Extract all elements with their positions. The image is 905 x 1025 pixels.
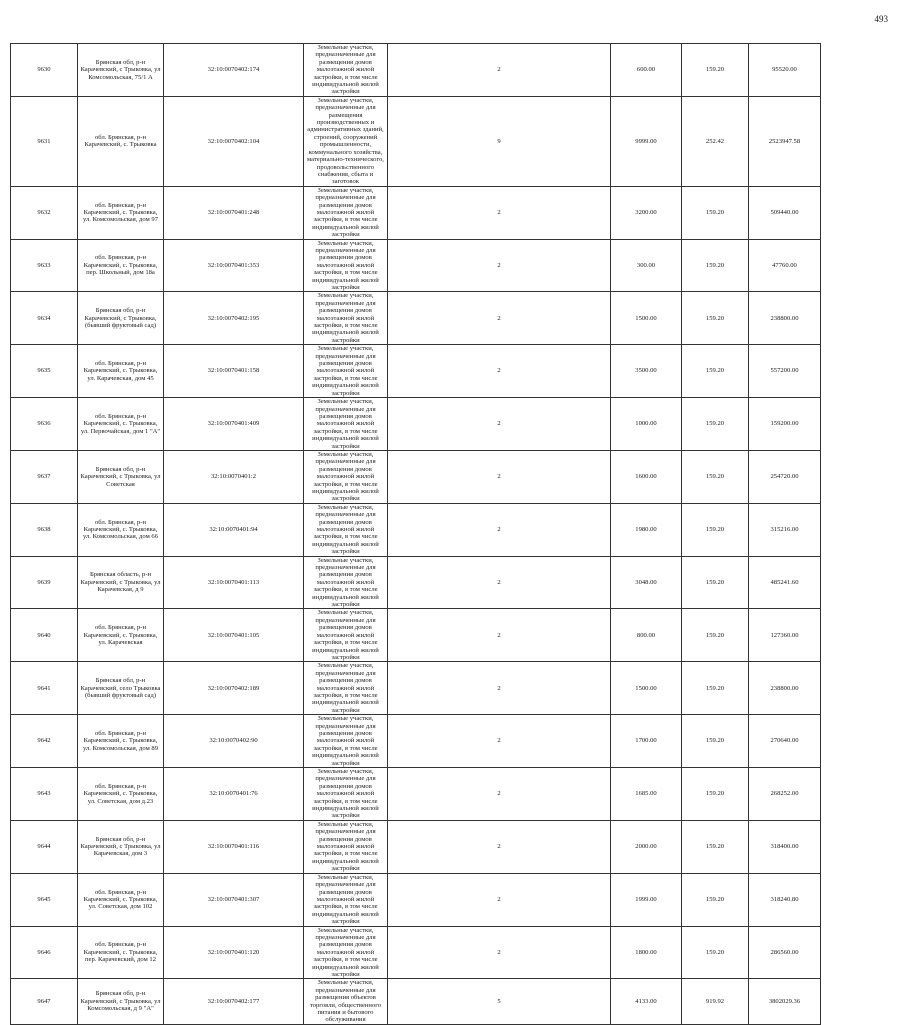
group-cell: 2 xyxy=(388,820,611,873)
cadastral-number-cell: 32:10:0070401:94 xyxy=(164,503,304,556)
table-row xyxy=(11,873,884,926)
group-cell: 2 xyxy=(388,926,611,979)
area-cell: 1000.00 xyxy=(611,398,682,451)
cadastral-value-cell: 3802029.36 xyxy=(749,979,821,1024)
rate-cell: 159.20 xyxy=(682,450,749,503)
land-use-cell: Земельные участки, предназначенные для размещения домов малоэтажной жилой застройки, в том числе индивидуальной жилой застройки xyxy=(304,292,388,345)
rate-cell: 159.20 xyxy=(682,926,749,979)
cadastral-number-cell: 32:10:0070401:353 xyxy=(164,239,304,292)
area-cell: 600.00 xyxy=(611,44,682,97)
table-row xyxy=(11,96,884,186)
table-row xyxy=(11,926,884,979)
rate-cell: 919.92 xyxy=(682,979,749,1024)
row-number: 9631 xyxy=(11,96,78,186)
table-row xyxy=(11,345,884,398)
land-use-cell: Земельные участки, предназначенные для размещения домов малоэтажной жилой застройки, в том числе индивидуальной жилой застройки xyxy=(304,44,388,97)
row-number: 9642 xyxy=(11,715,78,768)
address-cell: обл. Брянская, р-н Карачевский, с. Трыковка, ул. Комсомольская, дом 66 xyxy=(78,503,164,556)
row-number: 9632 xyxy=(11,186,78,239)
group-cell: 2 xyxy=(388,450,611,503)
table-row xyxy=(11,556,884,609)
address-cell: обл. Брянская, р-н Карачевский, с. Трыковка, ул. Карачевская, дом 45 xyxy=(78,345,164,398)
group-cell: 2 xyxy=(388,715,611,768)
cadastral-value-cell: 2523947.58 xyxy=(749,96,821,186)
table-row xyxy=(11,44,884,97)
land-use-cell: Земельные участки, предназначенные для размещения домов малоэтажной жилой застройки, в том числе индивидуальной жилой застройки xyxy=(304,662,388,715)
cadastral-number-cell: 32:10:0070401:409 xyxy=(164,398,304,451)
address-cell: Брянская обл, р-н Карачевский, с Трыковка, ул Комсомольская, 75/1 А xyxy=(78,44,164,97)
cadastral-value-cell: 485241.60 xyxy=(749,556,821,609)
rate-cell: 159.20 xyxy=(682,715,749,768)
cadastral-number-cell: 32:10:0070401:248 xyxy=(164,186,304,239)
cadastral-number-cell: 32:10:0070402:90 xyxy=(164,715,304,768)
rate-cell: 159.20 xyxy=(682,398,749,451)
rate-cell: 159.20 xyxy=(682,662,749,715)
area-cell: 3048.00 xyxy=(611,556,682,609)
table-row xyxy=(11,292,884,345)
address-cell: обл. Брянская, р-н Карачевский, с. Трыковка, ул. Советская, дом д.23 xyxy=(78,768,164,821)
cadastral-value-cell: 318240.80 xyxy=(749,873,821,926)
row-number: 9637 xyxy=(11,450,78,503)
rate-cell: 159.20 xyxy=(682,345,749,398)
table-row xyxy=(11,503,884,556)
table-body xyxy=(11,44,884,1025)
cadastral-value-cell: 315216.00 xyxy=(749,503,821,556)
address-cell: Брянская обл, р-н Карачевский, с Трыковка, (бывший фруктовый сад) xyxy=(78,292,164,345)
rate-cell: 159.20 xyxy=(682,768,749,821)
land-use-cell: Земельные участки, предназначенные для размещения домов малоэтажной жилой застройки, в том числе индивидуальной жилой застройки xyxy=(304,715,388,768)
area-cell: 2000.00 xyxy=(611,820,682,873)
cadastral-value-cell: 318400.00 xyxy=(749,820,821,873)
cadastral-number-cell: 32:10:0070401:76 xyxy=(164,768,304,821)
group-cell: 2 xyxy=(388,503,611,556)
land-use-cell: Земельные участки, предназначенные для размещения домов малоэтажной жилой застройки, в том числе индивидуальной жилой застройки xyxy=(304,239,388,292)
group-cell: 2 xyxy=(388,292,611,345)
land-use-cell: Земельные участки, предназначенные для размещения домов малоэтажной жилой застройки, в том числе индивидуальной жилой застройки xyxy=(304,556,388,609)
address-cell: обл. Брянская, р-н Карачевский, с. Трыковка, ул. Карачевская xyxy=(78,609,164,662)
land-use-cell: Земельные участки, предназначенные для размещения производственных и административных зданий, строений, сооружений промышленности, коммунального хозяйства, материально-технического, продовольственного снабжения, сбыта и заготовок xyxy=(304,96,388,186)
row-number: 9644 xyxy=(11,820,78,873)
row-number: 9640 xyxy=(11,609,78,662)
row-number: 9636 xyxy=(11,398,78,451)
land-use-cell: Земельные участки, предназначенные для размещения домов малоэтажной жилой застройки, в том числе индивидуальной жилой застройки xyxy=(304,450,388,503)
cadastral-value-cell: 268252.00 xyxy=(749,768,821,821)
address-cell: обл. Брянская, р-н Карачевский, с. Трыковка xyxy=(78,96,164,186)
group-cell: 2 xyxy=(388,609,611,662)
cadastral-number-cell: 32:10:0070401:2 xyxy=(164,450,304,503)
row-number: 9630 xyxy=(11,44,78,97)
cadastral-number-cell: 32:10:0070401:113 xyxy=(164,556,304,609)
group-cell: 2 xyxy=(388,556,611,609)
cadastral-value-cell: 270640.00 xyxy=(749,715,821,768)
land-use-cell: Земельные участки, предназначенные для размещения домов малоэтажной жилой застройки, в том числе индивидуальной жилой застройки xyxy=(304,398,388,451)
rate-cell: 159.20 xyxy=(682,556,749,609)
address-cell: Брянская область, р-н Карачевский, с Трыковка, ул Карачевская, д 9 xyxy=(78,556,164,609)
area-cell: 9999.00 xyxy=(611,96,682,186)
table-row xyxy=(11,768,884,821)
land-use-cell: Земельные участки, предназначенные для размещения домов малоэтажной жилой застройки, в том числе индивидуальной жилой застройки xyxy=(304,873,388,926)
group-cell: 2 xyxy=(388,239,611,292)
group-cell: 2 xyxy=(388,398,611,451)
row-number: 9647 xyxy=(11,979,78,1024)
address-cell: Брянская обл, р-н Карачевский, с Трыковка, ул Советская xyxy=(78,450,164,503)
group-cell: 2 xyxy=(388,873,611,926)
row-number: 9639 xyxy=(11,556,78,609)
group-cell: 2 xyxy=(388,768,611,821)
area-cell: 4133.00 xyxy=(611,979,682,1024)
cadastral-number-cell: 32:10:0070401:307 xyxy=(164,873,304,926)
row-number: 9638 xyxy=(11,503,78,556)
row-number: 9634 xyxy=(11,292,78,345)
rate-cell: 159.20 xyxy=(682,609,749,662)
area-cell: 1800.00 xyxy=(611,926,682,979)
address-cell: Брянская обл, р-н Карачевский, село Трыковка (бывший фруктовый сад) xyxy=(78,662,164,715)
table-row xyxy=(11,450,884,503)
land-use-cell: Земельные участки, предназначенные для размещения домов малоэтажной жилой застройки, в том числе индивидуальной жилой застройки xyxy=(304,186,388,239)
land-use-cell: Земельные участки, предназначенные для размещения домов малоэтажной жилой застройки, в том числе индивидуальной жилой застройки xyxy=(304,820,388,873)
address-cell: обл. Брянская, р-н Карачевский, с. Трыковка, ул. Комсомольская, дом 89 xyxy=(78,715,164,768)
rate-cell: 159.20 xyxy=(682,873,749,926)
address-cell: Брянская обл, р-н Карачевский, с Трыковка, ул Комсомольская, д 9 "А" xyxy=(78,979,164,1024)
cadastral-value-cell: 47760.00 xyxy=(749,239,821,292)
row-number: 9645 xyxy=(11,873,78,926)
cadastral-number-cell: 32:10:0070401:120 xyxy=(164,926,304,979)
land-use-cell: Земельные участки, предназначенные для размещения домов малоэтажной жилой застройки, в том числе индивидуальной жилой застройки xyxy=(304,768,388,821)
cadastral-value-cell: 509440.00 xyxy=(749,186,821,239)
area-cell: 1600.00 xyxy=(611,450,682,503)
cadastral-value-cell: 95520.00 xyxy=(749,44,821,97)
rate-cell: 159.20 xyxy=(682,239,749,292)
land-use-cell: Земельные участки, предназначенные для размещения домов малоэтажной жилой застройки, в том числе индивидуальной жилой застройки xyxy=(304,926,388,979)
cadastral-value-table xyxy=(10,43,884,1025)
area-cell: 1685.00 xyxy=(611,768,682,821)
area-cell: 3500.00 xyxy=(611,345,682,398)
land-use-cell: Земельные участки, предназначенные для размещения объектов торговли, общественного питания и бытового обслуживания xyxy=(304,979,388,1024)
row-number: 9646 xyxy=(11,926,78,979)
cadastral-number-cell: 32:10:0070402:174 xyxy=(164,44,304,97)
group-cell: 2 xyxy=(388,44,611,97)
rate-cell: 252.42 xyxy=(682,96,749,186)
group-cell: 9 xyxy=(388,96,611,186)
table-row xyxy=(11,979,884,1024)
group-cell: 2 xyxy=(388,186,611,239)
group-cell: 2 xyxy=(388,345,611,398)
table-row xyxy=(11,398,884,451)
cadastral-number-cell: 32:10:0070402:104 xyxy=(164,96,304,186)
address-cell: обл. Брянская, р-н Карачевский, с. Трыковка, пер. Школьный, дом 18а xyxy=(78,239,164,292)
area-cell: 1500.00 xyxy=(611,662,682,715)
cadastral-value-cell: 238800.00 xyxy=(749,292,821,345)
area-cell: 3200.00 xyxy=(611,186,682,239)
group-cell: 2 xyxy=(388,662,611,715)
land-use-cell: Земельные участки, предназначенные для размещения домов малоэтажной жилой застройки, в том числе индивидуальной жилой застройки xyxy=(304,609,388,662)
row-number: 9643 xyxy=(11,768,78,821)
address-cell: обл. Брянская, р-н Карачевский, с. Трыковка, ул. Первочайская, дом 1 "А" xyxy=(78,398,164,451)
rate-cell: 159.20 xyxy=(682,820,749,873)
row-number: 9633 xyxy=(11,239,78,292)
table-row xyxy=(11,609,884,662)
rate-cell: 159.20 xyxy=(682,186,749,239)
cadastral-value-cell: 286560.00 xyxy=(749,926,821,979)
land-use-cell: Земельные участки, предназначенные для размещения домов малоэтажной жилой застройки, в том числе индивидуальной жилой застройки xyxy=(304,503,388,556)
area-cell: 1999.00 xyxy=(611,873,682,926)
cadastral-number-cell: 32:10:0070402:195 xyxy=(164,292,304,345)
row-number: 9641 xyxy=(11,662,78,715)
cadastral-number-cell: 32:10:0070402:177 xyxy=(164,979,304,1024)
address-cell: обл. Брянская, р-н Карачевский, с. Трыковка, ул. Советская, дом 102 xyxy=(78,873,164,926)
cadastral-number-cell: 32:10:0070402:189 xyxy=(164,662,304,715)
area-cell: 800.00 xyxy=(611,609,682,662)
rate-cell: 159.20 xyxy=(682,503,749,556)
land-use-cell: Земельные участки, предназначенные для размещения домов малоэтажной жилой застройки, в том числе индивидуальной жилой застройки xyxy=(304,345,388,398)
group-cell: 5 xyxy=(388,979,611,1024)
rate-cell: 159.20 xyxy=(682,44,749,97)
cadastral-value-cell: 238800.00 xyxy=(749,662,821,715)
address-cell: обл. Брянская, р-н Карачевский, с. Трыковка, пер. Карачевский, дом 12 xyxy=(78,926,164,979)
area-cell: 1980.00 xyxy=(611,503,682,556)
table-row xyxy=(11,662,884,715)
row-number: 9635 xyxy=(11,345,78,398)
cadastral-value-cell: 127360.00 xyxy=(749,609,821,662)
cadastral-value-cell: 254720.00 xyxy=(749,450,821,503)
cadastral-value-cell: 159200.00 xyxy=(749,398,821,451)
rate-cell: 159.20 xyxy=(682,292,749,345)
cadastral-number-cell: 32:10:0070401:105 xyxy=(164,609,304,662)
table-row xyxy=(11,186,884,239)
table-row xyxy=(11,239,884,292)
area-cell: 300.00 xyxy=(611,239,682,292)
table-row xyxy=(11,715,884,768)
table-row xyxy=(11,820,884,873)
cadastral-number-cell: 32:10:0070401:116 xyxy=(164,820,304,873)
address-cell: обл. Брянская, р-н Карачевский, с. Трыковка, ул. Комсомольская, дом 97 xyxy=(78,186,164,239)
area-cell: 1700.00 xyxy=(611,715,682,768)
cadastral-number-cell: 32:10:0070401:158 xyxy=(164,345,304,398)
page-number: 493 xyxy=(874,14,888,24)
area-cell: 1500.00 xyxy=(611,292,682,345)
cadastral-value-cell: 557200.00 xyxy=(749,345,821,398)
address-cell: Брянская обл, р-н Карачевский, с Трыковка, ул Карачевская, дом 3 xyxy=(78,820,164,873)
